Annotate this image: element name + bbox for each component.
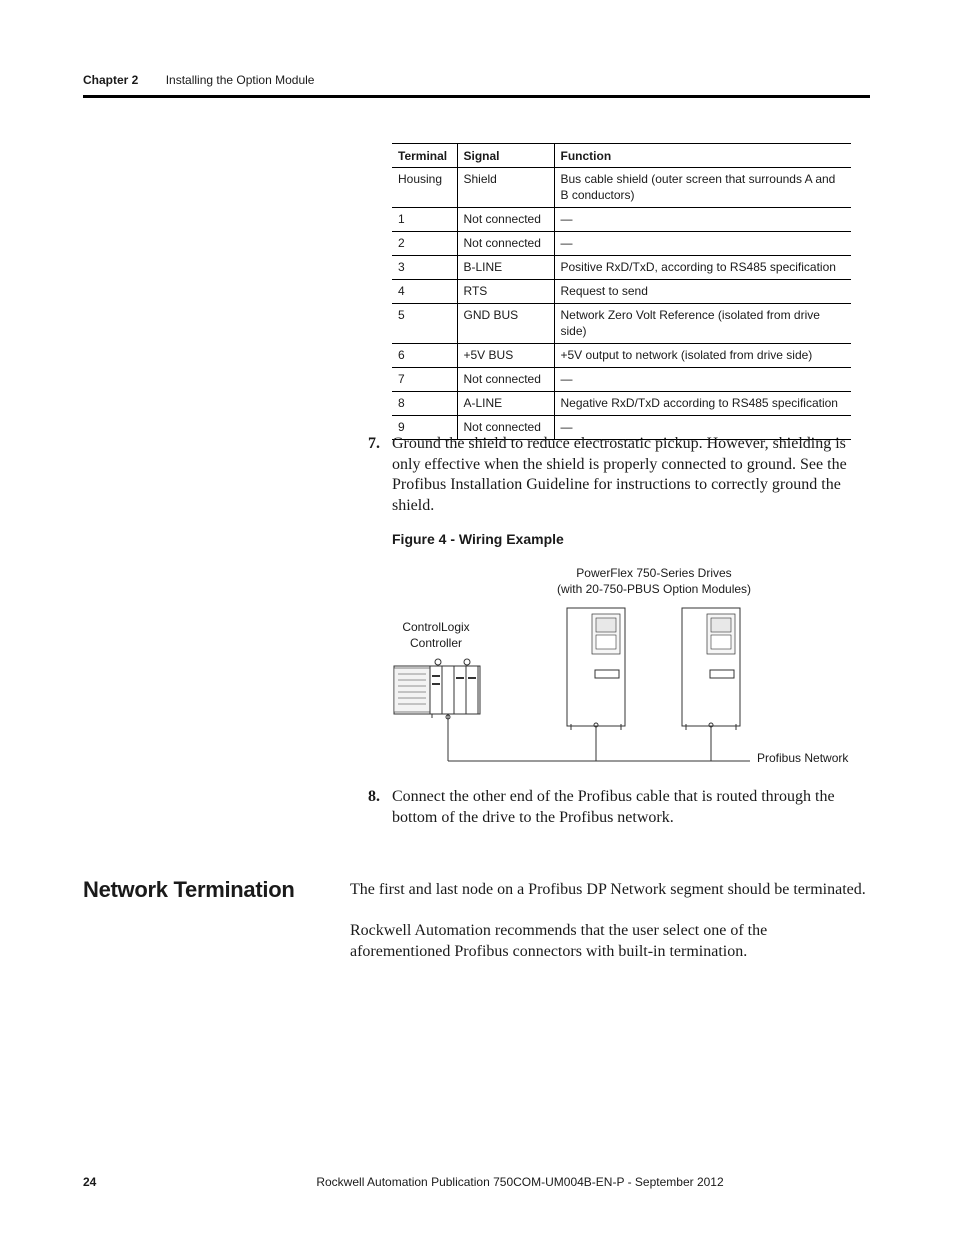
table-cell: 9 bbox=[392, 416, 457, 440]
table-cell: Not connected bbox=[457, 368, 554, 392]
table-cell: — bbox=[554, 232, 851, 256]
publication-footer: Rockwell Automation Publication 750COM-UM004B-EN-P - September 2012 bbox=[316, 1175, 724, 1189]
table-cell: Not connected bbox=[457, 232, 554, 256]
column-header: Function bbox=[554, 144, 851, 168]
table-cell: +5V BUS bbox=[457, 344, 554, 368]
table-row bbox=[392, 256, 851, 280]
table-row bbox=[392, 168, 851, 208]
table-row bbox=[392, 304, 851, 344]
table-cell: 8 bbox=[392, 392, 457, 416]
section-paragraph: The first and last node on a Profibus DP Network segment should be terminated. bbox=[350, 881, 866, 898]
table-cell: 2 bbox=[392, 232, 457, 256]
network-label: Profibus Network bbox=[757, 751, 849, 765]
section-title: Network Termination bbox=[83, 877, 295, 902]
column-header: Terminal bbox=[392, 144, 457, 168]
drives-label-line: (with 20-750-PBUS Option Modules) bbox=[556, 582, 752, 596]
table-cell: Request to send bbox=[554, 280, 851, 304]
step-number: 8. bbox=[368, 788, 380, 805]
table-cell: 1 bbox=[392, 208, 457, 232]
table-cell: Housing bbox=[392, 168, 457, 208]
table-cell: A-LINE bbox=[457, 392, 554, 416]
section-paragraph: Rockwell Automation recommends that the user select one of the aforementioned Profibus connectors with built-in termination. bbox=[350, 922, 768, 960]
table-cell: RTS bbox=[457, 280, 554, 304]
drives-label-line: PowerFlex 750-Series Drives bbox=[576, 566, 732, 580]
controller-label-line: ControlLogix bbox=[402, 620, 470, 634]
controller-label-line: Controller bbox=[409, 636, 463, 650]
column-header: Signal bbox=[457, 144, 554, 168]
table-cell: GND BUS bbox=[457, 304, 554, 344]
table-cell: Not connected bbox=[457, 416, 554, 440]
step-text: Connect the other end of the Profibus cable that is routed through the bottom of the drive to the Profibus network. bbox=[392, 788, 835, 826]
table-cell: +5V output to network (isolated from drive side) bbox=[554, 344, 851, 368]
table-cell: — bbox=[554, 416, 851, 440]
controllogix-controller-image bbox=[394, 659, 480, 719]
table-cell: Not connected bbox=[457, 208, 554, 232]
chapter-label: Chapter 2 bbox=[83, 73, 139, 87]
table-row bbox=[392, 392, 851, 416]
table-cell: — bbox=[554, 368, 851, 392]
powerflex-drive-2-image bbox=[682, 608, 740, 730]
figure-caption: Figure 4 - Wiring Example bbox=[392, 531, 564, 547]
table-row bbox=[392, 368, 851, 392]
table-cell: 7 bbox=[392, 368, 457, 392]
header-divider bbox=[83, 95, 870, 98]
table-cell: 3 bbox=[392, 256, 457, 280]
table-cell: Network Zero Volt Reference (isolated from drive side) bbox=[554, 304, 851, 344]
table-row bbox=[392, 232, 851, 256]
step-text: Ground the shield to reduce electrostatic pickup. However, shielding is only effective when the shield is properly connected to ground. See the Profibus Installation Guideline for instructions to correctly ground the shield. bbox=[392, 435, 847, 514]
page-header bbox=[83, 73, 314, 87]
table-cell: Positive RxD/TxD, according to RS485 specification bbox=[554, 256, 851, 280]
table-cell: 5 bbox=[392, 304, 457, 344]
table-cell: Bus cable shield (outer screen that surrounds A and B conductors) bbox=[554, 168, 851, 208]
table-row bbox=[392, 344, 851, 368]
drives-label bbox=[540, 565, 768, 597]
table-cell: 6 bbox=[392, 344, 457, 368]
pinout-table bbox=[392, 143, 851, 440]
table-cell: — bbox=[554, 208, 851, 232]
table-header-row bbox=[392, 144, 851, 168]
table-cell: Negative RxD/TxD according to RS485 specification bbox=[554, 392, 851, 416]
step-number: 7. bbox=[368, 435, 380, 452]
chapter-title: Installing the Option Module bbox=[165, 73, 315, 87]
table-cell: Shield bbox=[457, 168, 554, 208]
table-row bbox=[392, 280, 851, 304]
page-number: 24 bbox=[83, 1175, 97, 1189]
table-row bbox=[392, 208, 851, 232]
table-cell: B-LINE bbox=[457, 256, 554, 280]
wiring-diagram bbox=[380, 600, 760, 770]
table-cell: 4 bbox=[392, 280, 457, 304]
powerflex-drive-1-image bbox=[567, 608, 625, 730]
